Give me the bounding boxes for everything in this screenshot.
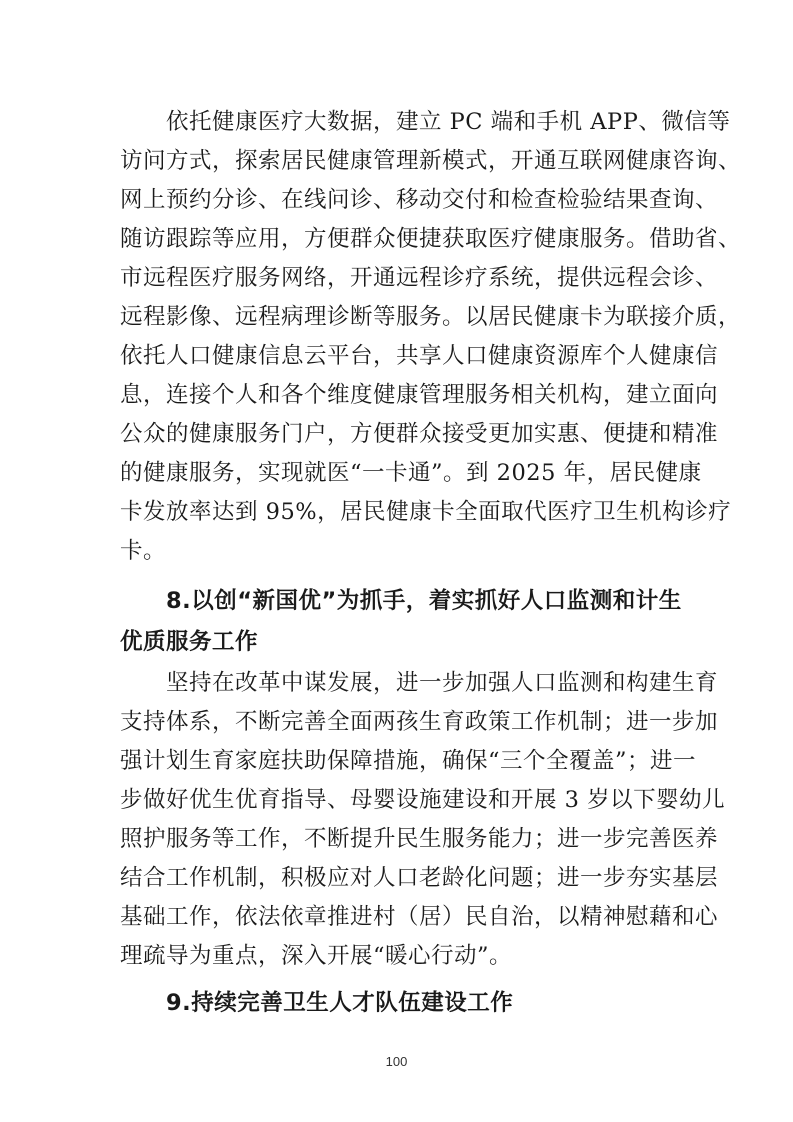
paragraph-line: 依托人口健康信息云平台，共享人口健康资源库个人健康信: [120, 343, 719, 369]
paragraph-line: 息，连接个人和各个维度健康管理服务相关机构，建立面向: [120, 382, 719, 408]
section-heading-8: 8.以创“新国优”为抓手，着实抓好人口监测和计生: [166, 588, 682, 614]
paragraph-line: 照护服务等工作，不断提升民生服务能力；进一步完善医养: [120, 826, 719, 852]
section-heading-8-cont: 优质服务工作: [120, 629, 259, 655]
paragraph-line: 卡发放率达到 95%，居民健康卡全面取代医疗卫生机构诊疗: [120, 499, 732, 525]
paragraph-line: 支持体系，不断完善全面两孩生育政策工作机制；进一步加: [120, 709, 719, 735]
paragraph-line: 结合工作机制，积极应对人口老龄化问题；进一步夯实基层: [120, 865, 719, 891]
paragraph-line: 基础工作，依法依章推进村（居）民自治，以精神慰藉和心: [120, 904, 719, 930]
paragraph-line: 公众的健康服务门户，方便群众接受更加实惠、便捷和精准: [120, 421, 719, 447]
paragraph-line: 网上预约分诊、在线问诊、移动交付和检查检验结果查询、: [120, 187, 719, 213]
paragraph-line: 理疏导为重点，深入开展“暖心行动”。: [120, 943, 513, 969]
paragraph-line: 随访跟踪等应用，方便群众便捷获取医疗健康服务。借助省、: [120, 226, 742, 252]
paragraph-line: 访问方式，探索居民健康管理新模式，开通互联网健康咨询、: [120, 148, 742, 174]
paragraph-line: 坚持在改革中谋发展，进一步加强人口监测和构建生育: [166, 670, 719, 696]
paragraph-line: 远程影像、远程病理诊断等服务。以居民健康卡为联接介质，: [120, 304, 742, 330]
paragraph-line: 市远程医疗服务网络，开通远程诊疗系统，提供远程会诊、: [120, 265, 719, 291]
paragraph-line: 的健康服务，实现就医“一卡通”。到 2025 年，居民健康: [120, 460, 702, 486]
paragraph-line: 卡。: [120, 538, 167, 564]
page-number: 100: [385, 1054, 408, 1069]
paragraph-line: 步做好优生优育指导、母婴设施建设和开展 3 岁以下婴幼儿: [120, 787, 726, 813]
paragraph-line: 依托健康医疗大数据，建立 PC 端和手机 APP、微信等: [166, 109, 731, 135]
paragraph-line: 强计划生育家庭扶助保障措施，确保“三个全覆盖”；进一: [120, 748, 697, 774]
section-heading-9: 9.持续完善卫生人才队伍建设工作: [166, 990, 514, 1016]
